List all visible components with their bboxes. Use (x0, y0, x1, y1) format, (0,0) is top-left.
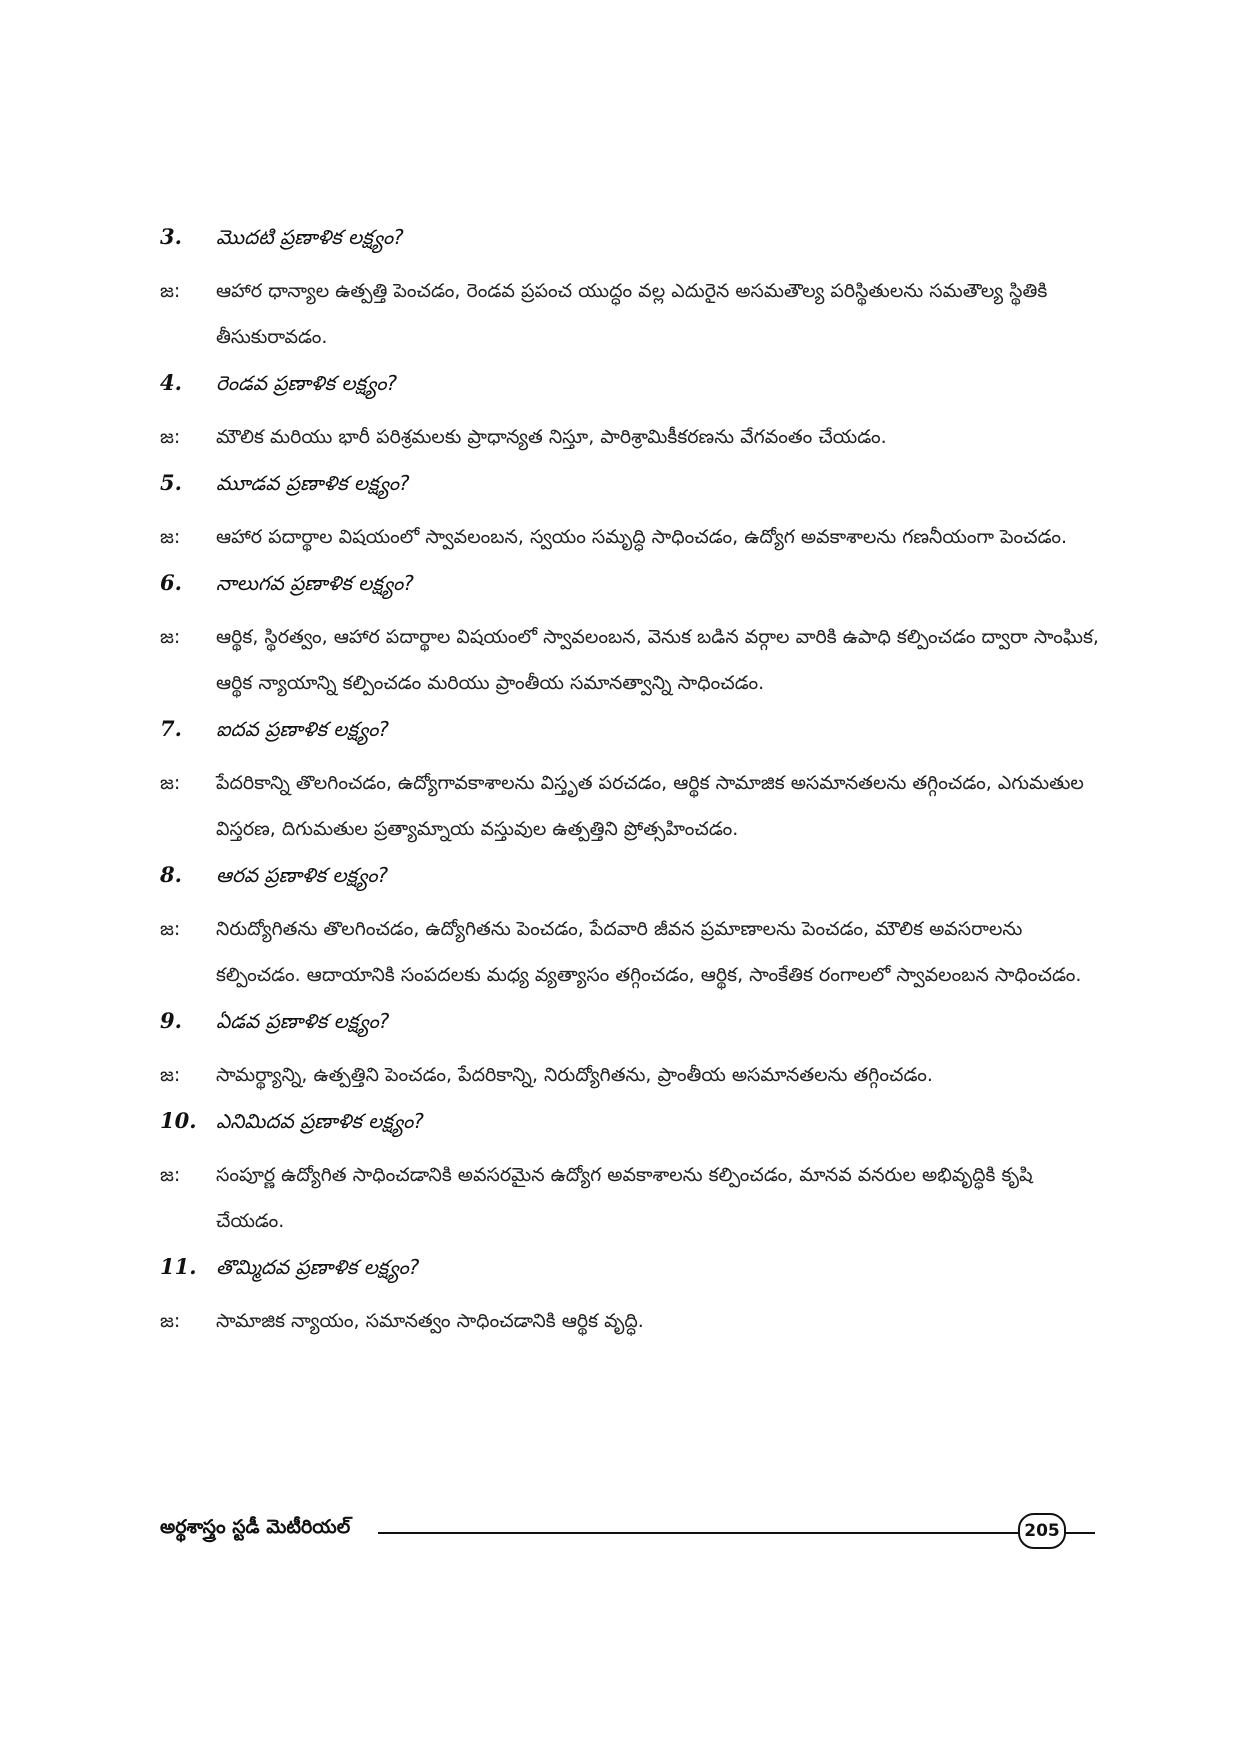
question-number: 11. (160, 1254, 197, 1279)
question-text: తొమ్మిదవ ప్రణాళిక లక్ష్యం? (216, 1255, 420, 1279)
answer-prefix: జ: (160, 772, 181, 794)
qa-item-8 (160, 860, 1100, 998)
answer-row (160, 614, 1100, 706)
question-row (160, 1006, 1100, 1036)
page-footer (160, 1510, 1095, 1550)
question-number: 3. (160, 224, 182, 249)
answer-text: సంపూర్ణ ఉద్యోగిత సాధించడానికి అవసరమైన ఉద్యోగ అవకాశాలను కల్పించడం, మానవ వనరుల అభివృద్ధికి కృషి చేయడం. (216, 1164, 1033, 1232)
qa-list (160, 222, 1100, 1352)
answer-text: నిరుద్యోగితను తొలగించడం, ఉద్యోగితను పెంచడం, పేదవారి జీవన ప్రమాణాలను పెంచడం, మౌలిక అవసరాలను కల్పించడం. ఆదాయానికి సంపదలకు మధ్య వ్యత్యాసం తగ్గించడం, ఆర్థిక, సాంకేతిక రంగాలలో స్వావలంబన సాధించడం. (216, 918, 1082, 986)
answer-row (160, 906, 1100, 998)
answer-prefix: జ: (160, 526, 181, 548)
qa-item-4 (160, 368, 1100, 460)
question-row (160, 1252, 1100, 1282)
qa-item-5 (160, 468, 1100, 560)
qa-item-6 (160, 568, 1100, 706)
question-text: ఎనిమిదవ ప్రణాళిక లక్ష్యం? (216, 1109, 424, 1133)
question-text: ఆరవ ప్రణాళిక లక్ష్యం? (216, 863, 389, 887)
question-number: 9. (160, 1008, 182, 1033)
question-number: 8. (160, 862, 182, 887)
answer-prefix: జ: (160, 1310, 181, 1332)
answer-text: పేదరికాన్ని తొలగించడం, ఉద్యోగావకాశాలను విస్తృత పరచడం, ఆర్థిక సామాజిక అసమానతలను తగ్గించడం, ఎగుమతుల విస్తరణ, దిగుమతుల ప్రత్యామ్నాయ వస్తువుల ఉత్పత్తిని ప్రోత్సహించడం. (216, 772, 1084, 840)
question-text: ఏడవ ప్రణాళిక లక్ష్యం? (216, 1009, 390, 1033)
answer-prefix: జ: (160, 1164, 181, 1186)
answer-text: ఆహార ధాన్యాల ఉత్పత్తి పెంచడం, రెండవ ప్రపంచ యుద్ధం వల్ల ఎదురైన అసమతౌల్య పరిస్థితులను సమతౌల్య స్థితికి తీసుకురావడం. (216, 280, 1048, 348)
qa-item-7 (160, 714, 1100, 852)
question-row (160, 368, 1100, 398)
question-row (160, 714, 1100, 744)
question-row (160, 468, 1100, 498)
page-number-badge: 205 (1018, 1513, 1066, 1549)
question-number: 7. (160, 716, 182, 741)
question-text: మూడవ ప్రణాళిక లక్ష్యం? (216, 471, 410, 495)
answer-row (160, 1298, 1100, 1344)
answer-text: ఆహార పదార్థాల విషయంలో స్వావలంబన, స్వయం సమృద్ధి సాధించడం, ఉద్యోగ అవకాశాలను గణనీయంగా పెంచడం. (216, 526, 1068, 548)
answer-row (160, 514, 1100, 560)
footer-rule (378, 1532, 1095, 1534)
answer-row (160, 1152, 1100, 1244)
question-row (160, 568, 1100, 598)
answer-prefix: జ: (160, 280, 181, 302)
question-text: రెండవ ప్రణాళిక లక్ష్యం? (216, 371, 398, 395)
question-row (160, 860, 1100, 890)
answer-text: సామాజిక న్యాయం, సమానత్వం సాధించడానికి ఆర్థిక వృద్ధి. (216, 1310, 644, 1332)
question-row (160, 1106, 1100, 1136)
answer-prefix: జ: (160, 918, 181, 940)
answer-row (160, 414, 1100, 460)
qa-item-10 (160, 1106, 1100, 1244)
answer-prefix: జ: (160, 1064, 181, 1086)
qa-item-11 (160, 1252, 1100, 1344)
question-text: ఐదవ ప్రణాళిక లక్ష్యం? (216, 717, 390, 741)
footer-title: అర్థశాస్త్రం స్టడీ మెటీరియల్ (160, 1516, 351, 1538)
question-text: మొదటి ప్రణాళిక లక్ష్యం? (216, 225, 404, 249)
answer-prefix: జ: (160, 426, 181, 448)
answer-prefix: జ: (160, 626, 181, 648)
question-number: 10. (160, 1108, 197, 1133)
question-number: 6. (160, 570, 182, 595)
answer-row (160, 760, 1100, 852)
question-number: 4. (160, 370, 182, 395)
answer-text: సామర్థ్యాన్ని, ఉత్పత్తిని పెంచడం, పేదరికాన్ని, నిరుద్యోగితను, ప్రాంతీయ అసమానతలను తగ్గించడం. (216, 1064, 933, 1086)
answer-row (160, 268, 1100, 360)
answer-row (160, 1052, 1100, 1098)
answer-text: ఆర్థిక, స్థిరత్వం, ఆహార పదార్థాల విషయంలో స్వావలంబన, వెనుక బడిన వర్గాల వారికి ఉపాధి కల్పించడం ద్వారా సాంఘిక, ఆర్థిక న్యాయాన్ని కల్పించడం మరియు ప్రాంతీయ సమానత్వాన్ని సాధించడం. (216, 626, 1099, 694)
question-number: 5. (160, 470, 182, 495)
question-row (160, 222, 1100, 252)
answer-text: మౌలిక మరియు భారీ పరిశ్రమలకు ప్రాధాన్యత నిస్తూ, పారిశ్రామికీకరణను వేగవంతం చేయడం. (216, 426, 887, 448)
question-text: నాలుగవ ప్రణాళిక లక్ష్యం? (216, 571, 414, 595)
qa-item-3 (160, 222, 1100, 360)
qa-item-9 (160, 1006, 1100, 1098)
